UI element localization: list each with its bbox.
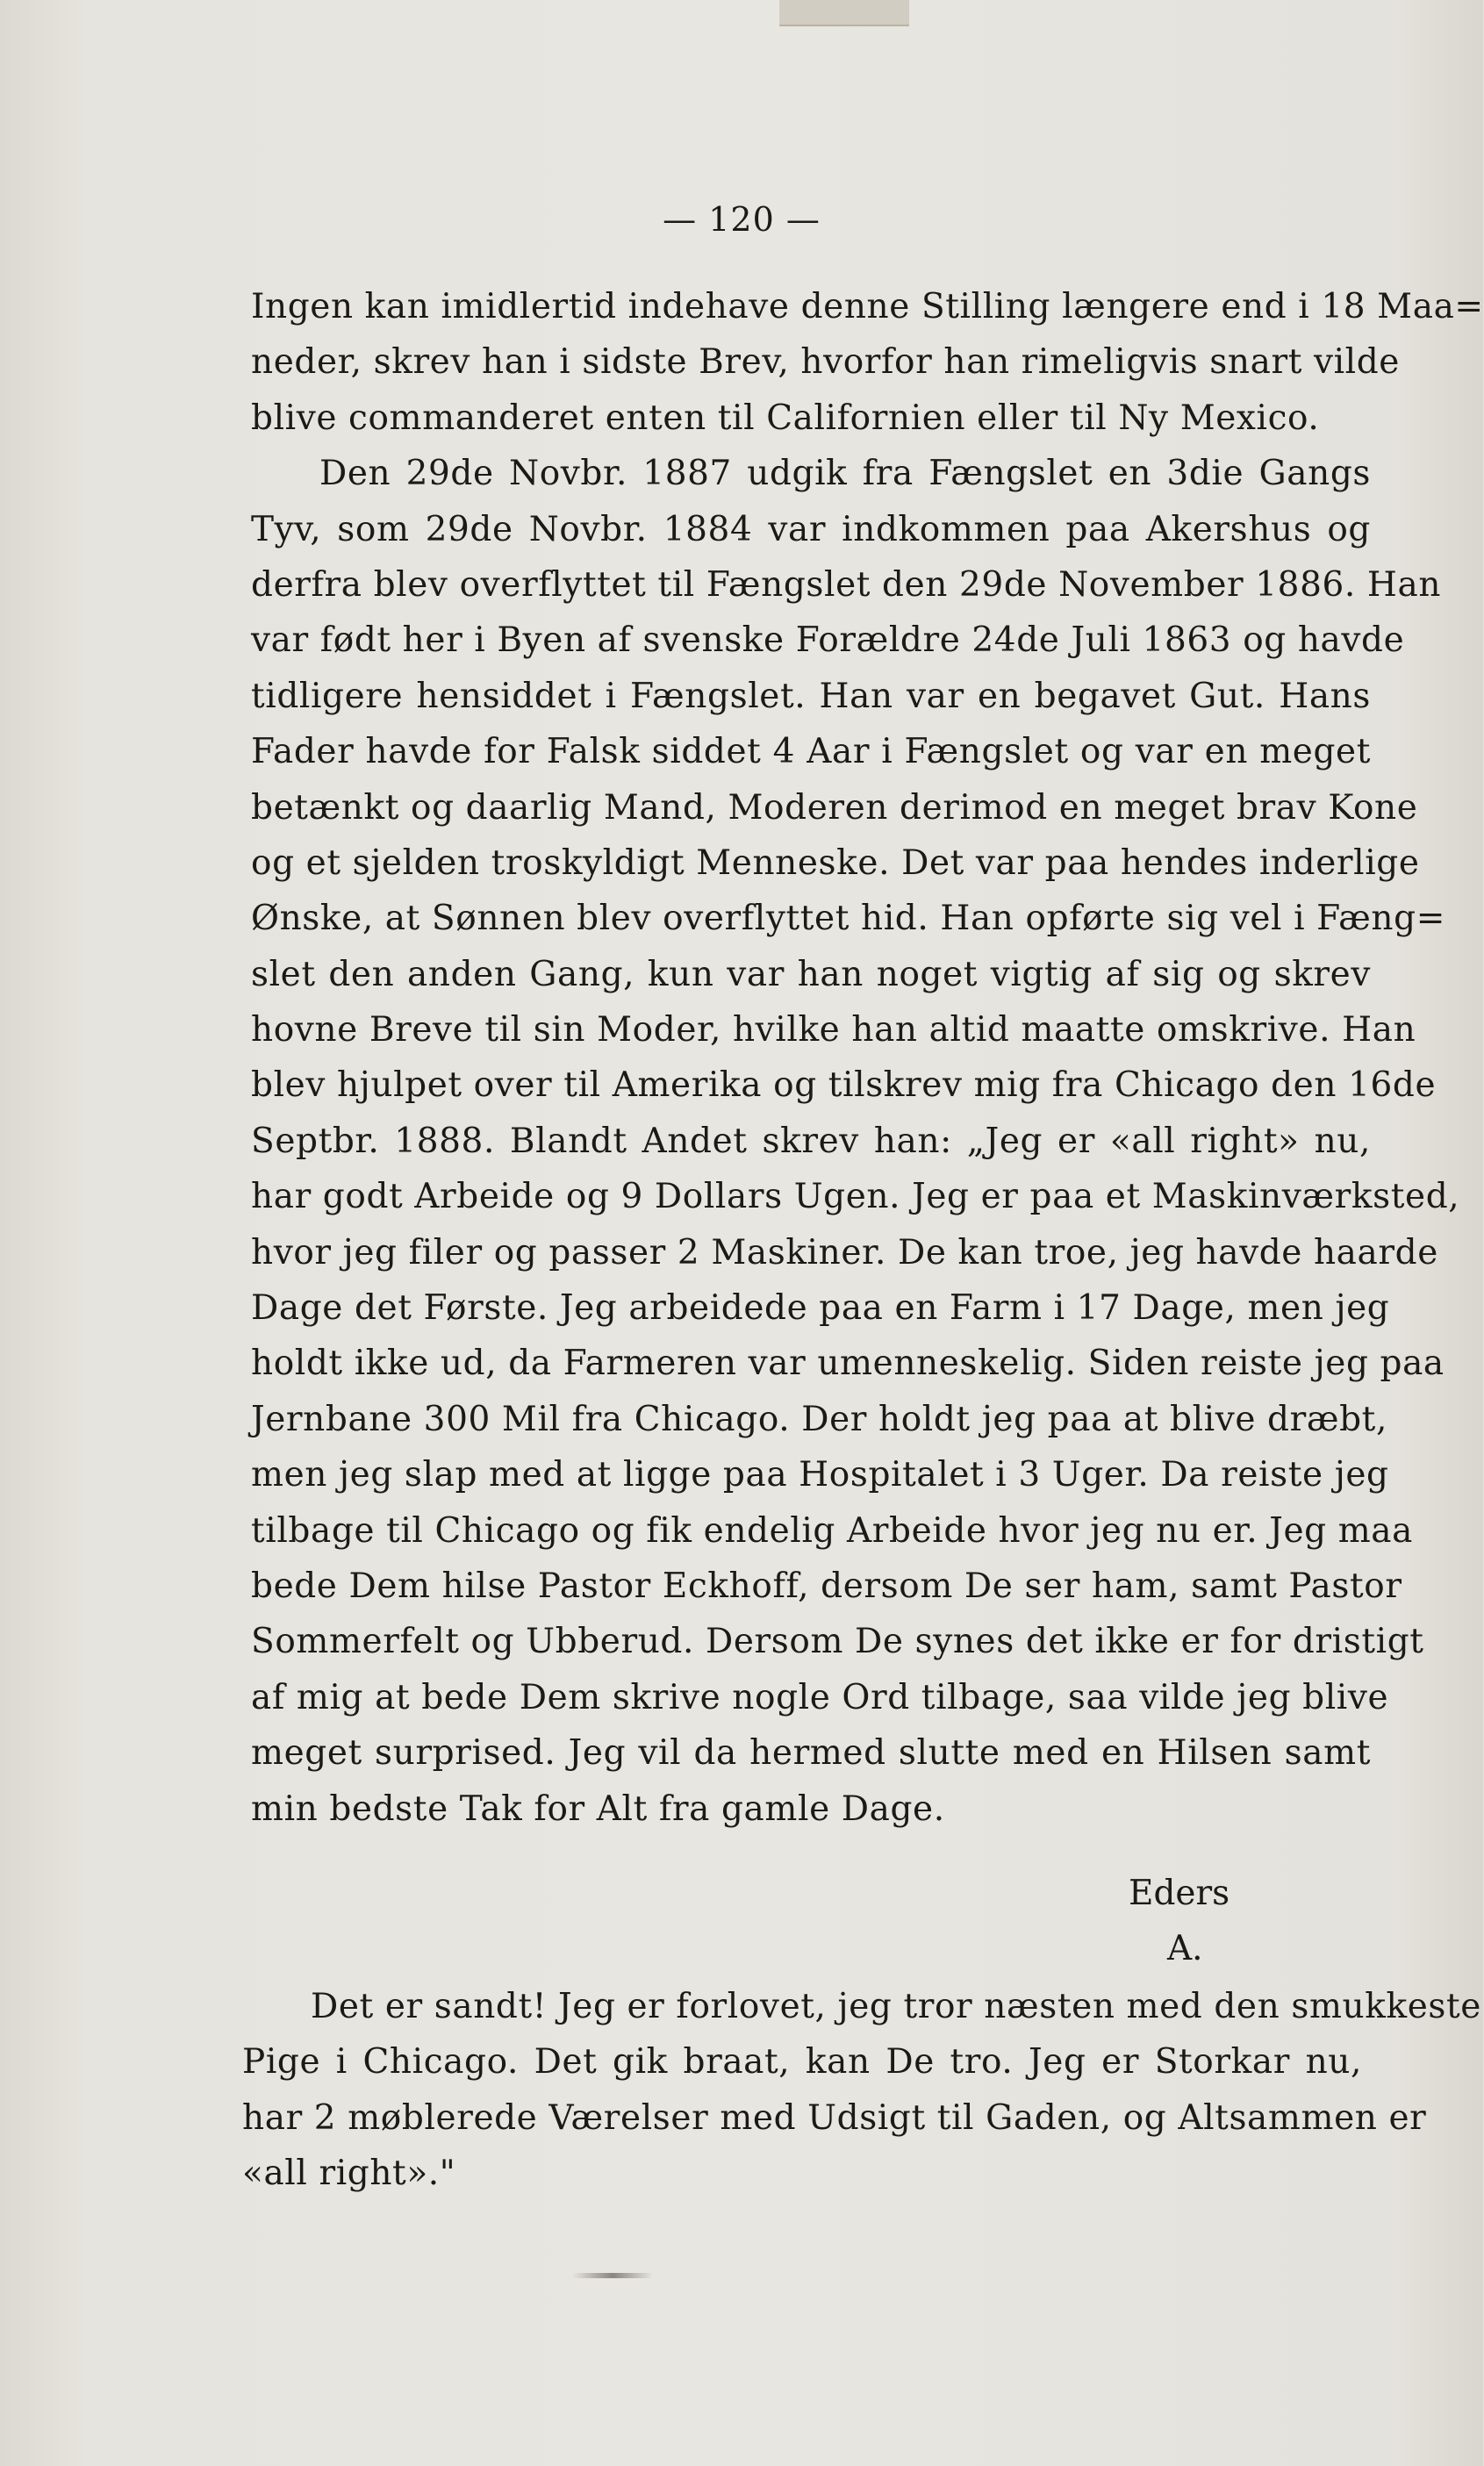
- text-line: Fader havde for Falsk siddet 4 Aar i Fængslet og var en meget: [251, 732, 1371, 772]
- letter-signoff: Eders: [1129, 1874, 1230, 1913]
- body-text: [251, 279, 1484, 1837]
- ink-smudge: [572, 2273, 653, 2278]
- text-line: tidligere hensiddet i Fængslet. Han var en begavet Gut. Hans: [251, 676, 1371, 716]
- text-line: af mig at bede Dem skrive nogle Ord tilbage, saa vilde jeg blive: [251, 1677, 1389, 1717]
- text-line: min bedste Tak for Alt fra gamle Dage.: [251, 1789, 945, 1829]
- postscript-line: «all right».": [242, 2154, 456, 2194]
- text-line: Septbr. 1888. Blandt Andet skrev han: „Jeg er «all right» nu,: [251, 1121, 1371, 1161]
- text-line: holdt ikke ud, da Farmeren var umenneskelig. Siden reiste jeg paa: [251, 1344, 1445, 1384]
- text-line: blev hjulpet over til Amerika og tilskrev mig fra Chicago den 16de: [251, 1065, 1437, 1106]
- text-line: slet den anden Gang, kun var han noget vigtig af sig og skrev: [251, 954, 1371, 994]
- text-line: meget surprised. Jeg vil da hermed slutte med en Hilsen samt: [251, 1733, 1371, 1774]
- text-line: og et sjelden troskyldigt Menneske. Det var paa hendes inderlige: [251, 842, 1420, 883]
- postscript-line: Det er sandt! Jeg er forlovet, jeg tror næsten med den smukkeste: [311, 1987, 1481, 2026]
- text-line: men jeg slap med at ligge paa Hospitalet i 3 Uger. Da reiste jeg: [251, 1455, 1389, 1495]
- page-number: — 120 —: [663, 200, 821, 239]
- text-line: tilbage til Chicago og fik endelig Arbeide hvor jeg nu er. Jeg maa: [251, 1510, 1413, 1551]
- letter-signature-initial: A.: [1167, 1929, 1203, 1968]
- text-line: har godt Arbeide og 9 Dollars Ugen. Jeg er paa et Maskinværksted,: [251, 1177, 1460, 1217]
- text-line: Den 29de Novbr. 1887 udgik fra Fængslet en 3die Gangs: [319, 454, 1371, 494]
- text-line: Ingen kan imidlertid indehave denne Stilling længere end i 18 Maa=: [251, 287, 1484, 326]
- page-tab-mark: [779, 0, 909, 26]
- text-line: Dage det Første. Jeg arbeidede paa en Farm i 17 Dage, men jeg: [251, 1288, 1390, 1329]
- text-line: blive commanderet enten til Californien eller til Ny Mexico.: [251, 398, 1320, 438]
- text-line: hovne Breve til sin Moder, hvilke han altid maatte omskrive. Han: [251, 1010, 1416, 1050]
- text-line: hvor jeg filer og passer 2 Maskiner. De kan troe, jeg havde haarde: [251, 1232, 1438, 1272]
- postscript-text: [242, 1979, 1481, 2202]
- text-line: derfra blev overflyttet til Fængslet den 29de November 1886. Han: [251, 564, 1442, 605]
- text-line: bede Dem hilse Pastor Eckhoff, dersom De ser ham, samt Pastor: [251, 1566, 1402, 1606]
- postscript-line: Pige i Chicago. Det gik braat, kan De tro. Jeg er Storkar nu,: [242, 2042, 1362, 2082]
- text-line: neder, skrev han i sidste Brev, hvorfor han rimeligvis snart vilde: [251, 342, 1400, 383]
- text-line: Ønske, at Sønnen blev overflyttet hid. Han opførte sig vel i Fæng=: [251, 899, 1445, 939]
- text-line: betænkt og daarlig Mand, Moderen derimod en meget brav Kone: [251, 787, 1418, 828]
- text-line: Jernbane 300 Mil fra Chicago. Der holdt jeg paa at blive dræbt,: [251, 1399, 1387, 1439]
- text-line: Tyv, som 29de Novbr. 1884 var indkommen paa Akershus og: [251, 509, 1371, 549]
- text-line: Sommerfelt og Ubberud. Dersom De synes det ikke er for dristigt: [251, 1622, 1424, 1662]
- text-line: var født her i Byen af svenske Forældre 24de Juli 1863 og havde: [251, 620, 1405, 661]
- postscript-line: har 2 møblerede Værelser med Udsigt til Gaden, og Altsammen er: [242, 2097, 1427, 2138]
